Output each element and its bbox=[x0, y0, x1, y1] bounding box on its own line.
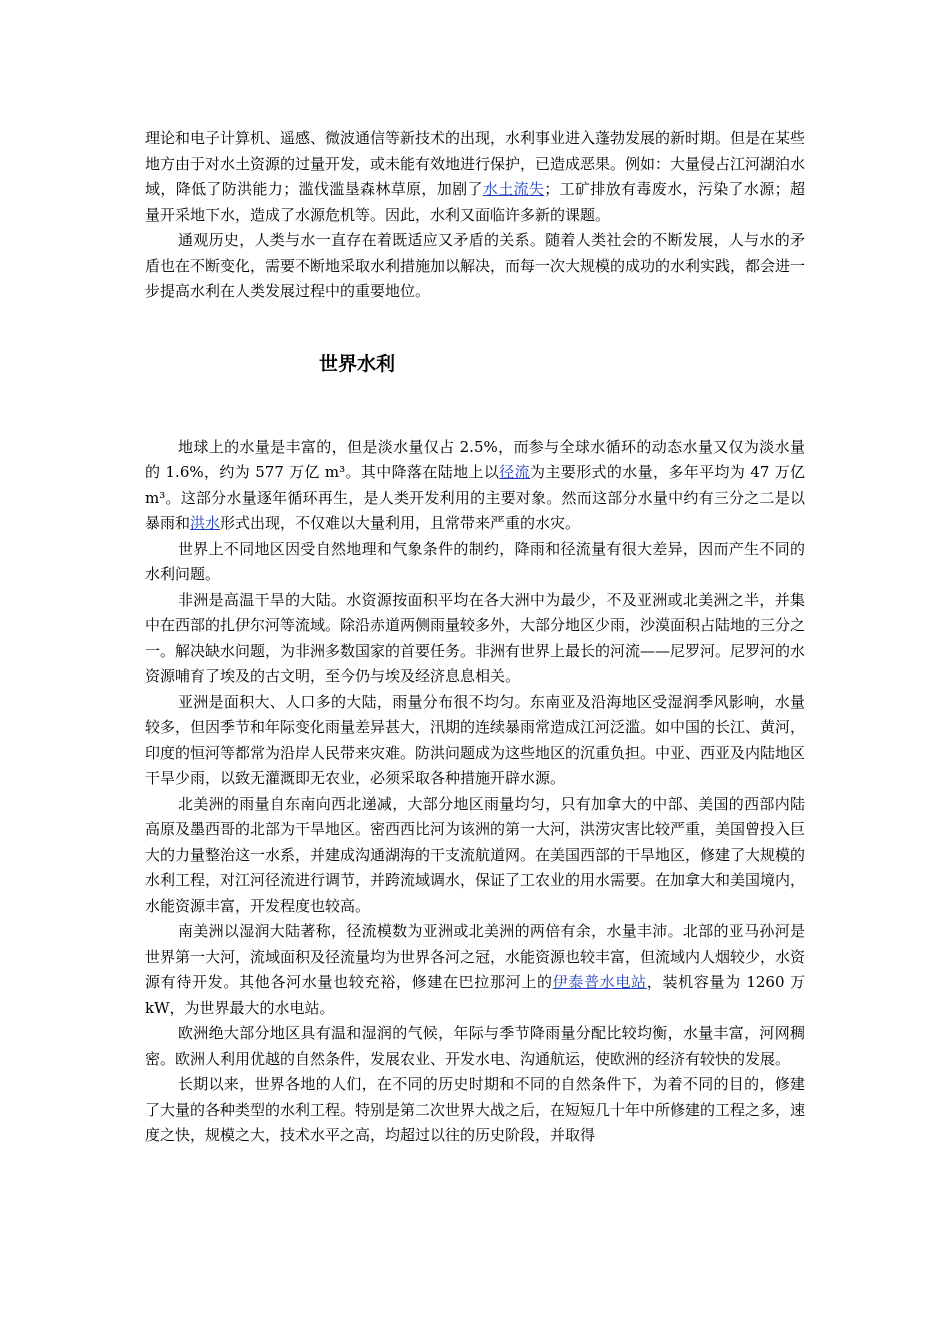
document-body bbox=[145, 126, 805, 1149]
section-title: 世界水利 bbox=[319, 352, 396, 375]
paragraph-south-america bbox=[145, 919, 805, 1021]
paragraph-asia: 亚洲是面积大、人口多的大陆，雨量分布很不均匀。东南亚及沿海地区受湿润季风影响，水量较多，但因季节和年际变化雨量差异甚大，汛期的连续暴雨常造成江河泛滥。如中国的长江、黄河，印度的恒河等都常为沿岸人民带来灾难。防洪问题成为这些地区的沉重负担。中亚、西亚及内陆地区干旱少雨，以致无灌溉即无农业，必须采取各种措施开辟水源。 bbox=[145, 692, 806, 787]
link-soil-erosion[interactable]: 水土流失 bbox=[482, 180, 545, 198]
link-itaipu-dam[interactable]: 伊泰普水电站 bbox=[552, 973, 647, 991]
paragraph-intro-continued bbox=[145, 126, 805, 228]
link-runoff[interactable]: 径流 bbox=[499, 463, 531, 481]
text-run: 理论和电子计算机、遥感、微波通信等新技术的出现，水利事业进入蓬勃发展的新时期。但是在某些地方由于对水土资源的过量开发，或未能有效地进行保护，已造成恶果。例如：大量侵占江河湖泊水域，降低了防洪能力；滥伐滥垦森林草原，加剧了 bbox=[145, 129, 806, 198]
text-run: ，装机容量为 1260 万 kW，为世界最大的水电站。 bbox=[145, 973, 805, 1017]
paragraph-history: 通观历史，人类与水一直存在着既适应又矛盾的关系。随着人类社会的不断发展，人与水的矛盾也在不断变化，需要不断地采取水利措施加以解决，而每一次大规模的成功的水利实践，都会进一步提高水利在人类发展过程中的重要地位。 bbox=[145, 231, 806, 300]
text-run: 地球上的水量是丰富的，但是淡水量仅占 2.5%，而参与全球水循环的动态水量又仅为淡水量的 1.6%，约为 577 万亿 m³。其中降落在陆地上以 bbox=[145, 437, 805, 481]
paragraph-north-america: 北美洲的雨量自东南向西北递减，大部分地区雨量均匀，只有加拿大的中部、美国的西部内陆高原及墨西哥的北部为干旱地区。密西西比河为该洲的第一大河，洪涝灾害比较严重，美国曾投入巨大的力量整治这一水系，并建成沟通湖海的干支流航道网。在美国西部的干旱地区，修建了大规模的水利工程，对江河径流进行调节，并跨流域调水，保证了工农业的用水需要。在加拿大和美国境内，水能资源丰富，开发程度也较高。 bbox=[145, 794, 806, 915]
section-heading-block bbox=[145, 305, 805, 435]
text-run: ；工矿排放有毒废水，污染了水源；超量开采地下水，造成了水源危机等。因此，水利又面临许多新的课题。 bbox=[145, 180, 805, 224]
paragraph-water-quantity bbox=[145, 435, 805, 537]
paragraph-regional-differences: 世界上不同地区因受自然地理和气象条件的制约，降雨和径流量有很大差异，因而产生不同的水利问题。 bbox=[145, 539, 805, 583]
paragraph-world-projects: 长期以来，世界各地的人们，在不同的历史时期和不同的自然条件下，为着不同的目的，修建了大量的各种类型的水利工程。特别是第二次世界大战之后，在短短几十年中所修建的工程之多，速度之快，规模之大，技术水平之高，均超过以往的历史阶段，并取得 bbox=[145, 1075, 806, 1144]
paragraph-africa: 非洲是高温干旱的大陆。水资源按面积平均在各大洲中为最少，不及亚洲或北美洲之半，并集中在西部的扎伊尔河等流域。除沿赤道两侧雨量较多外，大部分地区少雨，沙漠面积占陆地的三分之一。解决缺水问题，为非洲多数国家的首要任务。非洲有世界上最长的河流——尼罗河。尼罗河的水资源哺育了埃及的古文明，至今仍与埃及经济息息相关。 bbox=[145, 590, 806, 685]
text-run: 形式出现，不仅难以大量利用，且常带来严重的水灾。 bbox=[220, 514, 581, 532]
link-flood[interactable]: 洪水 bbox=[190, 514, 221, 532]
text-run: 南美洲以湿润大陆著称，径流模数为亚洲或北美洲的两倍有余，水量丰沛。北部的亚马孙河是世界第一大河，流域面积及径流量均为世界各河之冠，水能资源也较丰富，但流域内人烟较少，水资源有待开发。其他各河水量也较充裕，修建在巴拉那河上的 bbox=[145, 922, 806, 991]
paragraph-europe: 欧洲绝大部分地区具有温和湿润的气候，年际与季节降雨量分配比较均衡，水量丰富，河网稠密。欧洲人利用优越的自然条件，发展农业、开发水电、沟通航运，使欧洲的经济有较快的发展。 bbox=[145, 1024, 805, 1068]
text-run: 为主要形式的水量，多年平均为 47 万亿 m³。这部分水量逐年循环再生，是人类开发利用的主要对象。然而这部分水量中约有三分之二是以暴雨和 bbox=[145, 463, 805, 532]
